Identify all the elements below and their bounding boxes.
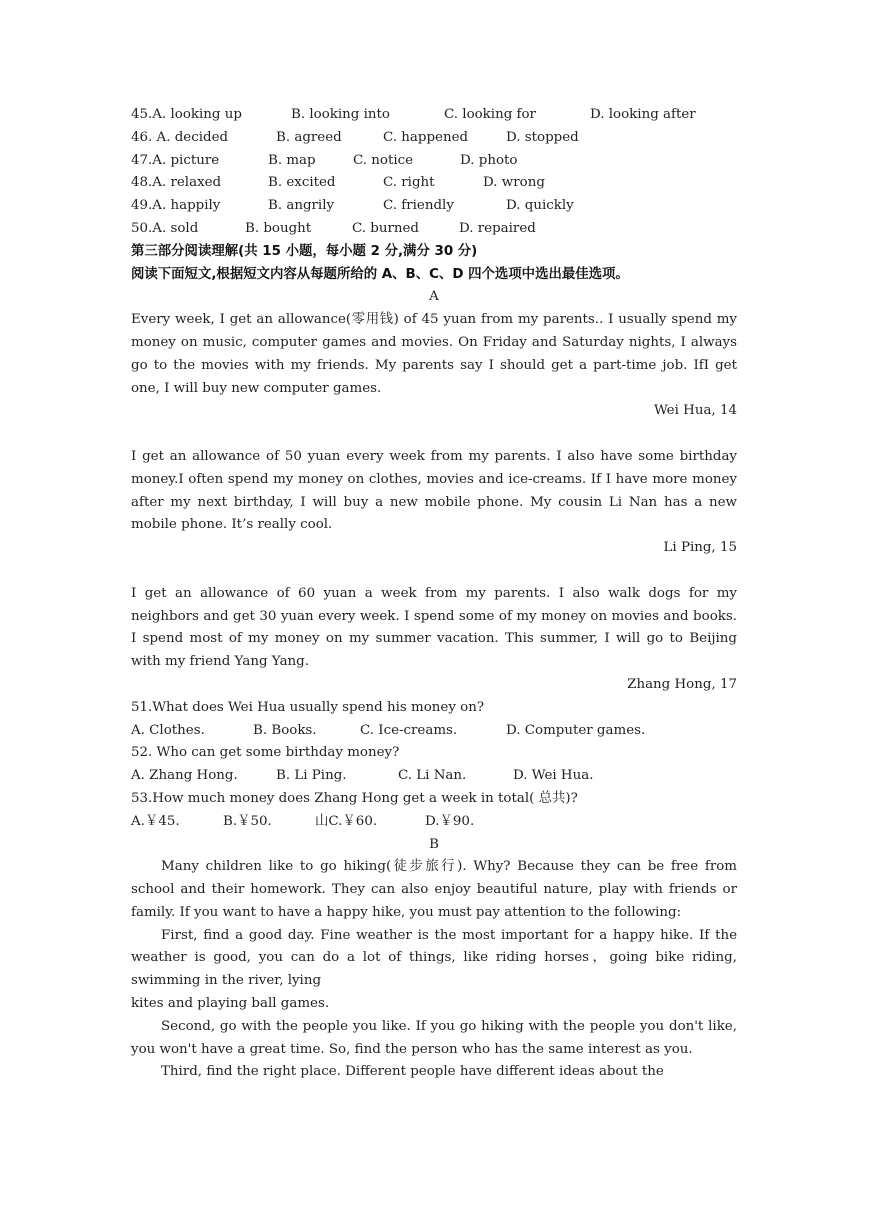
option-d: D. photo	[460, 152, 518, 168]
document-page	[131, 104, 737, 1084]
option-b: B. map	[268, 152, 316, 168]
option-d: D. looking after	[590, 107, 696, 122]
question-52: 52. Who can get some birthday money?	[131, 745, 400, 761]
cloze-options	[131, 104, 737, 241]
question-53: 53.How much money does Zhang Hong get a week in total( 总共)?	[131, 790, 578, 806]
passage-b-paragraph-2-continued: kites and playing ball games.	[131, 996, 330, 1012]
option-c: C. notice	[353, 152, 414, 168]
option-d: D. Wei Hua.	[513, 768, 594, 784]
passage-a-label: A	[429, 289, 439, 305]
option-row-47	[131, 150, 737, 173]
passage-b-paragraph-1: Many children like to go hiking(徒步旅行). Why? Because they can be free from school and their homework. They can also enjoy beautiful nature, play with friends or family. If you want to have a happy hike, you must pay attention to the following:	[131, 859, 737, 920]
option-c: C. friendly	[383, 198, 454, 214]
option-a: 50.A. sold	[131, 220, 199, 236]
option-d: D. Computer games.	[506, 722, 646, 738]
option-b: B. looking into	[291, 107, 390, 122]
passage-b-label: B	[429, 836, 439, 852]
option-b: B. agreed	[276, 129, 342, 145]
option-c: 山C.￥60.	[315, 813, 378, 829]
option-d: D. quickly	[506, 198, 574, 214]
option-a: 48.A. relaxed	[131, 175, 222, 191]
section-title: 第三部分阅读理解(共 15 小题，每小题 2 分,满分 30 分)	[131, 243, 478, 259]
passage-a-paragraph-2: I get an allowance of 50 yuan every week from my parents. I also have some birthday money.I often spend my money on clothes, movies and ice-creams. If I have more money after my next birthday, I will buy a new mobile phone. My cousin Li Nan has a new mobile phone. It’s really cool.	[131, 448, 737, 533]
option-b: B. Li Ping.	[276, 768, 347, 784]
option-c: C. Li Nan.	[398, 768, 467, 784]
option-row-46	[131, 127, 737, 150]
option-d: D.￥90.	[425, 813, 475, 829]
option-b: B. bought	[245, 220, 312, 236]
passage-b-paragraph-4: Third, find the right place. Different people have different ideas about the	[161, 1064, 664, 1080]
passage-a-paragraph-3: I get an allowance of 60 yuan a week from my parents. I also walk dogs for my neighbors and get 30 yuan every week. I spend some of my money on movies and books. I spend most of my money on my summer vacation. This summer, I will go to Beijing with my friend Yang Yang.	[131, 585, 737, 670]
option-b: B. angrily	[268, 198, 335, 214]
option-b: B. Books.	[253, 722, 317, 738]
option-b: B. excited	[268, 175, 336, 191]
signature-wei-hua: Wei Hua, 14	[654, 403, 737, 419]
option-c: C. looking for	[444, 107, 536, 122]
option-a: 49.A. happily	[131, 198, 221, 214]
signature-li-ping: Li Ping, 15	[663, 540, 737, 556]
option-c: C. right	[383, 175, 435, 191]
option-row-48	[131, 172, 737, 195]
passage-a-paragraph-1: Every week, I get an allowance(零用钱) of 45 yuan from my parents.. I usually spend my money on music, computer games and movies. On Friday and Saturday nights, I always go to the movies with my friends. My parents say I should get a part-time job. IfI get one, I will buy new computer games.	[131, 312, 737, 396]
section-instruction: 阅读下面短文,根据短文内容从每题所给的 A、B、C、D 四个选项中选出最佳选项。	[131, 266, 629, 282]
passage-b-paragraph-2: First, find a good day. Fine weather is the most important for a happy hike. If the weather is good, you can do a lot of things, like riding horses，going bike riding, swimming in the river, lying	[131, 927, 737, 989]
question-53-options	[131, 811, 737, 834]
passage-b-paragraph-3: Second, go with the people you like. If you go hiking with the people you don't like, you won't have a great time. So, find the person who has the same interest as you.	[131, 1018, 737, 1057]
option-a: 47.A. picture	[131, 152, 220, 168]
question-52-options	[131, 765, 737, 788]
option-a: 46. A. decided	[131, 129, 229, 145]
option-row-49	[131, 195, 737, 218]
option-c: C. Ice-creams.	[360, 722, 458, 738]
option-c: C. happened	[383, 129, 469, 145]
option-c: C. burned	[352, 220, 419, 236]
option-a: A. Zhang Hong.	[131, 768, 238, 784]
option-d: D. repaired	[459, 220, 536, 236]
option-a: A.￥45.	[131, 813, 180, 829]
option-d: D. stopped	[506, 129, 579, 145]
option-a: 45.A. looking up	[131, 107, 242, 122]
option-a: A. Clothes.	[131, 722, 205, 738]
question-51-options	[131, 720, 737, 743]
option-row-50	[131, 218, 737, 241]
signature-zhang-hong: Zhang Hong, 17	[627, 676, 737, 692]
question-51: 51.What does Wei Hua usually spend his money on?	[131, 699, 485, 715]
option-d: D. wrong	[483, 175, 545, 191]
option-b: B.￥50.	[223, 813, 272, 829]
option-row-45	[131, 104, 737, 127]
